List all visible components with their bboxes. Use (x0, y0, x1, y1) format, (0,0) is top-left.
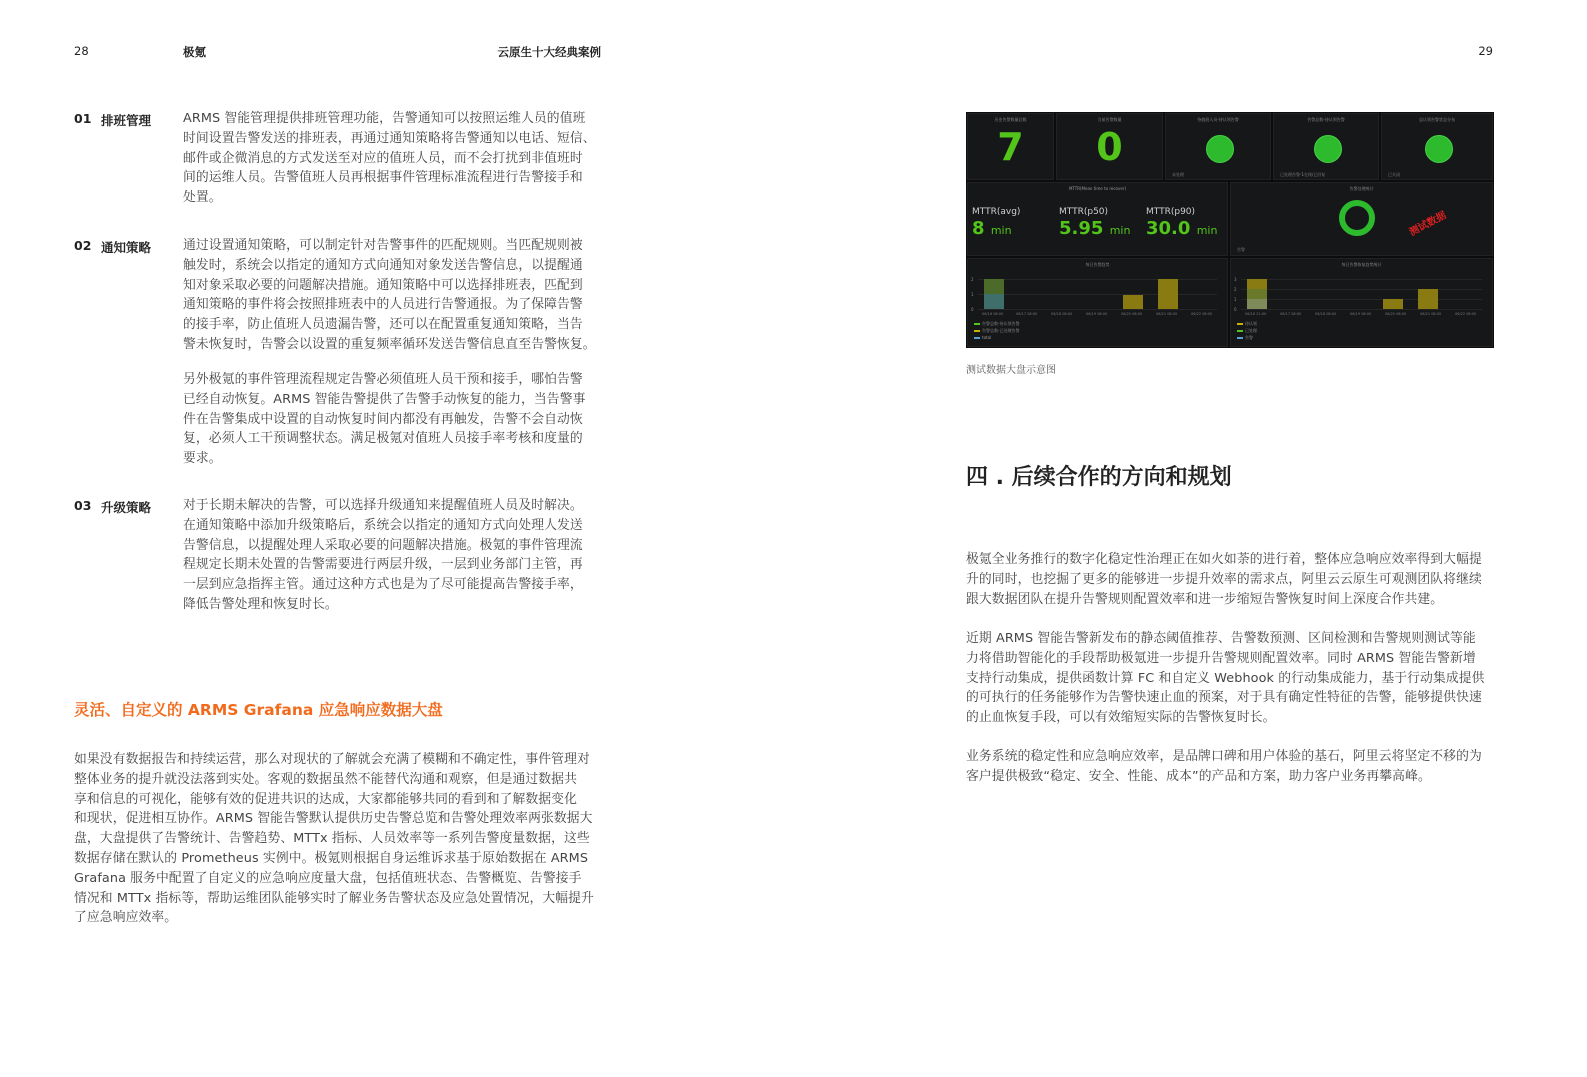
text-line: 的可执行的任务能够作为告警快速止血的预案，对于具有确定性特征的告警，能够提供快速 (966, 690, 1482, 706)
bar-series-3 (1158, 279, 1178, 309)
future-section-heading: 四 . 后续合作的方向和规划 (966, 465, 1232, 490)
legend-swatch (974, 330, 980, 332)
bar-series-2 (984, 294, 1004, 309)
y-tick: 2 (971, 277, 974, 282)
trend-panel-daily-alerts (967, 258, 1228, 347)
panel-title: 告警处理统计 (1349, 186, 1374, 191)
x-tick: 06/16 08:00 (982, 312, 1004, 316)
stat-value: 7 (997, 125, 1024, 169)
legend-item (1237, 335, 1253, 341)
legend-label: 待认领 (1245, 321, 1257, 326)
item-title-notification: 通知策略 (101, 240, 152, 255)
item-body-notification-p1 (183, 236, 603, 355)
text-line: 在通知策略中添加升级策略后，系统会以指定的通知方式向处理人发送 (183, 517, 583, 533)
text-line: 警未恢复时，告警会以设置的重复频率循环发送告警信息直至告警恢复。 (183, 336, 596, 352)
stat-panel-current-alerts (1056, 113, 1163, 180)
text-line: 间的运维人员。告警值班人员再根据事件管理标准流程进行告警接手和 (183, 170, 583, 186)
bar-series-1 (1418, 289, 1438, 309)
mttr-unit: min (990, 224, 1012, 237)
item-title-scheduling: 排班管理 (101, 113, 152, 128)
text-line: 的接手率，防止值班人员遗漏告警，还可以在配置重复通知策略，当告 (183, 317, 583, 333)
gridline (1241, 279, 1482, 280)
mttr-value (1146, 218, 1217, 239)
left-brand: 极氪 (183, 45, 206, 59)
status-panel-1 (1165, 113, 1271, 180)
legend-item (974, 328, 1019, 334)
text-line: 近期 ARMS 智能告警新发布的静态阈值推荐、告警数预测、区间检测和告警规则测试等能 (966, 631, 1476, 646)
panel-legend: 已处理告警-1在线/已回复 (1280, 172, 1326, 177)
mttr-number: 30.0 (1146, 218, 1191, 239)
legend-swatch (1237, 323, 1243, 325)
left-page-number: 28 (74, 44, 89, 58)
text-line: 降低告警处理和恢复时长。 (183, 596, 338, 612)
text-line: 已经自动恢复。ARMS 智能告警提供了告警手动恢复的能力，当告警事 (183, 391, 586, 407)
y-tick: 1 (1234, 297, 1237, 302)
y-tick: 0 (1234, 307, 1237, 312)
item-number-02: 02 (74, 238, 92, 253)
x-tick: 06/21 08:00 (1420, 312, 1442, 316)
legend-label: 告警总数-待认领告警 (982, 321, 1020, 326)
panel-title: 当前告警数量 (1097, 117, 1122, 122)
text-line: 享和信息的可视化，能够有效的促进共识的达成，大家都能够共同的看到和了解数据变化 (74, 791, 577, 807)
future-paragraph-3 (966, 747, 1494, 787)
x-tick: 06/16 21:00 (1245, 312, 1267, 316)
legend-label: 告警 (1245, 335, 1253, 340)
panel-title: 告警总数-待认领告警 (1307, 117, 1345, 122)
x-tick: 06/19 08:00 (1350, 312, 1372, 316)
stat-value: 0 (1096, 125, 1123, 169)
x-tick: 06/22 08:00 (1455, 312, 1477, 316)
status-indicator-icon (1206, 135, 1234, 163)
x-tick: 06/20 08:00 (1121, 312, 1143, 316)
text-line: 告警信息，以提醒处理人采取必要的问题解决措施。极氪的事件管理流 (183, 537, 583, 553)
status-panel-3 (1381, 113, 1493, 180)
legend-label: 已处理 (1245, 328, 1257, 333)
text-line: 触发时，系统会以指定的通知方式向通知对象发送告警信息，以提醒通 (183, 257, 583, 273)
text-line: ARMS 智能管理提供排班管理功能，告警通知可以按照运维人员的值班 (183, 111, 586, 126)
mttr-number: 8 (972, 218, 985, 239)
mttr-number: 5.95 (1059, 218, 1104, 239)
legend-swatch (1237, 337, 1243, 339)
text-line: 程规定长期未处置的告警需要进行两层升级，一层到业务部门主管，再 (183, 557, 583, 573)
panel-legend: 告警 (1237, 247, 1245, 252)
text-line: 通过设置通知策略，可以制定针对告警事件的匹配规则。当匹配规则被 (183, 238, 583, 253)
item-number-01: 01 (74, 111, 92, 126)
test-data-stamp: 测试数据 (1407, 210, 1449, 239)
future-paragraph-2 (966, 629, 1494, 728)
x-tick: 06/20 08:00 (1385, 312, 1407, 316)
text-line: 处置。 (183, 190, 222, 206)
text-line: 复，必须人工干预调整状态。满足极氪对值班人员接手率考核和度量的 (183, 431, 583, 447)
text-line: 邮件或企微消息的方式发送至对应的值班人员，而不会打扰到非值班时 (183, 150, 583, 166)
text-line: 盘，大盘提供了告警统计、告警趋势、MTTx 指标、人员效率等一系列告警度量数据，这些 (74, 831, 590, 847)
legend-swatch (974, 323, 980, 325)
text-line: 升的同时，也挖掘了更多的能够进一步提升效率的需求点，阿里云云原生可观测团队将继续 (966, 571, 1482, 587)
status-indicator-icon (1425, 135, 1453, 163)
panel-title: 每日告警趋势 (1085, 262, 1110, 267)
panel-title: 总认领告警状态分布 (1419, 117, 1455, 122)
bar-series-2 (1247, 289, 1267, 299)
trend-panel-daily-recovery (1230, 258, 1493, 347)
bar-series-3 (1247, 299, 1267, 309)
legend-label: total (982, 335, 992, 340)
text-line: 通知策略的事件将会按照排班表中的人员进行告警通报。为了保障告警 (183, 297, 583, 313)
mttr-label: MTTR(p90) (1146, 207, 1196, 217)
dashboard-caption: 测试数据大盘示意图 (966, 365, 1056, 376)
y-tick: 2 (1234, 287, 1237, 292)
text-line: 件在告警集成中设置的自动恢复时间内都没有再触发，告警不会自动恢 (183, 411, 583, 427)
series-title: 云原生十大经典案例 (497, 45, 601, 59)
y-tick: 0 (971, 307, 974, 312)
mttr-label: MTTR(p50) (1059, 207, 1109, 217)
text-line: 整体业务的提升就没法落到实处。客观的数据虽然不能替代沟通和观察，但是通过数据共 (74, 771, 577, 787)
text-line: 时间设置告警发送的排班表，再通过通知策略将告警通知以电话、短信、 (183, 130, 596, 146)
x-tick: 06/18 08:00 (1315, 312, 1337, 316)
x-tick: 06/22 08:00 (1191, 312, 1213, 316)
panel-title: 待值班人员-待认领告警 (1197, 117, 1239, 122)
future-paragraph-1 (966, 550, 1494, 609)
text-line: 一层到应急指挥主管。通过这种方式也是为了尽可能提高告警接手率， (183, 577, 583, 593)
panel-legend: 已关闭 (1388, 172, 1400, 177)
legend-item (1237, 321, 1257, 327)
bar-series-3 (1123, 295, 1143, 309)
legend-label: 告警总数-已处理告警 (982, 328, 1020, 333)
text-line: 和现状，促进相互协作。ARMS 智能告警默认提供历史告警总览和告警处理效率两张数据大 (74, 811, 593, 827)
x-tick: 06/17 08:00 (1016, 312, 1038, 316)
text-line: 跟大数据团队在提升告警规则配置效率和进一步缩短告警恢复时间上深度合作共建。 (966, 591, 1444, 607)
text-line: 力将借助智能化的手段帮助极氪进一步提升告警规则配置效率。同时 ARMS 智能告警新增 (966, 650, 1476, 666)
bar-series-1 (1247, 279, 1267, 289)
x-tick: 06/19 08:00 (1086, 312, 1108, 316)
y-tick: 3 (1234, 277, 1237, 282)
item-body-escalation (183, 496, 603, 615)
gridline (1241, 309, 1482, 310)
donut-ring-icon (1339, 200, 1375, 236)
mttr-panel (967, 182, 1228, 256)
text-line: 对于长期未解决的告警，可以选择升级通知来提醒值班人员及时解决。 (183, 498, 583, 513)
panel-title: 每日告警恢复趋势统计 (1341, 262, 1382, 267)
legend-swatch (1237, 330, 1243, 332)
gridline (1241, 299, 1482, 300)
gridline (978, 294, 1217, 295)
panel-title: MTTR(Mean time to recover) (1068, 186, 1127, 191)
legend-item (974, 321, 1019, 327)
right-page-number: 29 (1478, 44, 1493, 58)
text-line: 极氪全业务推行的数字化稳定性治理正在如火如荼的进行着，整体应急响应效率得到大幅提 (966, 552, 1482, 567)
panel-legend: 未处理 (1172, 172, 1184, 177)
bar-series-1 (984, 279, 1004, 294)
text-line: 业务系统的稳定性和应急响应效率，是品牌口碑和用户体验的基石，阿里云将坚定不移的为 (966, 749, 1482, 764)
item-body-notification-p2 (183, 370, 603, 469)
legend-item (1237, 328, 1257, 334)
x-tick: 06/18 08:00 (1051, 312, 1073, 316)
mttr-value (1059, 218, 1130, 239)
item-title-escalation: 升级策略 (101, 500, 152, 515)
text-line: 要求。 (183, 451, 222, 467)
text-line: 另外极氪的事件管理流程规定告警必须值班人员干预和接手，哪怕告警 (183, 372, 583, 387)
grafana-dashboard-screenshot (966, 112, 1494, 348)
legend-item (974, 335, 991, 340)
mttr-unit: min (1109, 224, 1131, 237)
text-line: 数据存储在默认的 Prometheus 实例中。极氪则根据自身运维诉求基于原始数据在 ARMS (74, 850, 589, 866)
legend-swatch (974, 337, 980, 339)
text-line: 情况和 MTTx 指标等，帮助运维团队能够实时了解业务告警状态及应急处置情况，大幅提升 (74, 890, 594, 906)
y-tick: 1 (971, 292, 974, 297)
status-panel-2 (1273, 113, 1379, 180)
grafana-section-body (74, 750, 603, 928)
text-line: 客户提供极致“稳定、安全、性能、成本”的产品和方案，助力客户业务再攀高峰。 (966, 768, 1431, 784)
gridline (978, 279, 1217, 280)
mttr-unit: min (1196, 224, 1218, 237)
x-tick: 06/21 08:00 (1156, 312, 1178, 316)
text-line: Grafana 服务中配置了自定义的应急响应度量大盘，包括值班状态、告警概览、告警接手 (74, 870, 582, 886)
text-line: 支持行动集成，提供函数计算 FC 和自定义 Webhook 的行动集成能力，基于行动集成提供 (966, 670, 1485, 686)
bar-series-1 (1383, 299, 1403, 309)
item-number-03: 03 (74, 498, 92, 513)
item-body-scheduling (183, 109, 603, 208)
ring-panel (1230, 182, 1493, 256)
grafana-section-heading: 灵活、自定义的 ARMS Grafana 应急响应数据大盘 (74, 701, 443, 719)
status-indicator-icon (1314, 135, 1342, 163)
text-line: 了应急响应效率。 (74, 910, 178, 926)
text-line: 的止血恢复手段，可以有效缩短实际的告警恢复时长。 (966, 710, 1276, 726)
mttr-label: MTTR(avg) (972, 207, 1021, 217)
gridline (1241, 289, 1482, 290)
panel-title: 历史告警数量总数 (994, 117, 1027, 122)
x-tick: 06/17 08:00 (1280, 312, 1302, 316)
mttr-value (972, 218, 1012, 239)
text-line: 如果没有数据报告和持续运营，那么对现状的了解就会充满了模糊和不确定性，事件管理对 (74, 752, 590, 767)
stat-panel-total-alerts (967, 113, 1054, 180)
text-line: 知对象采取必要的问题解决措施。通知策略中可以选择排班表，匹配到 (183, 277, 583, 293)
gridline (978, 309, 1217, 310)
